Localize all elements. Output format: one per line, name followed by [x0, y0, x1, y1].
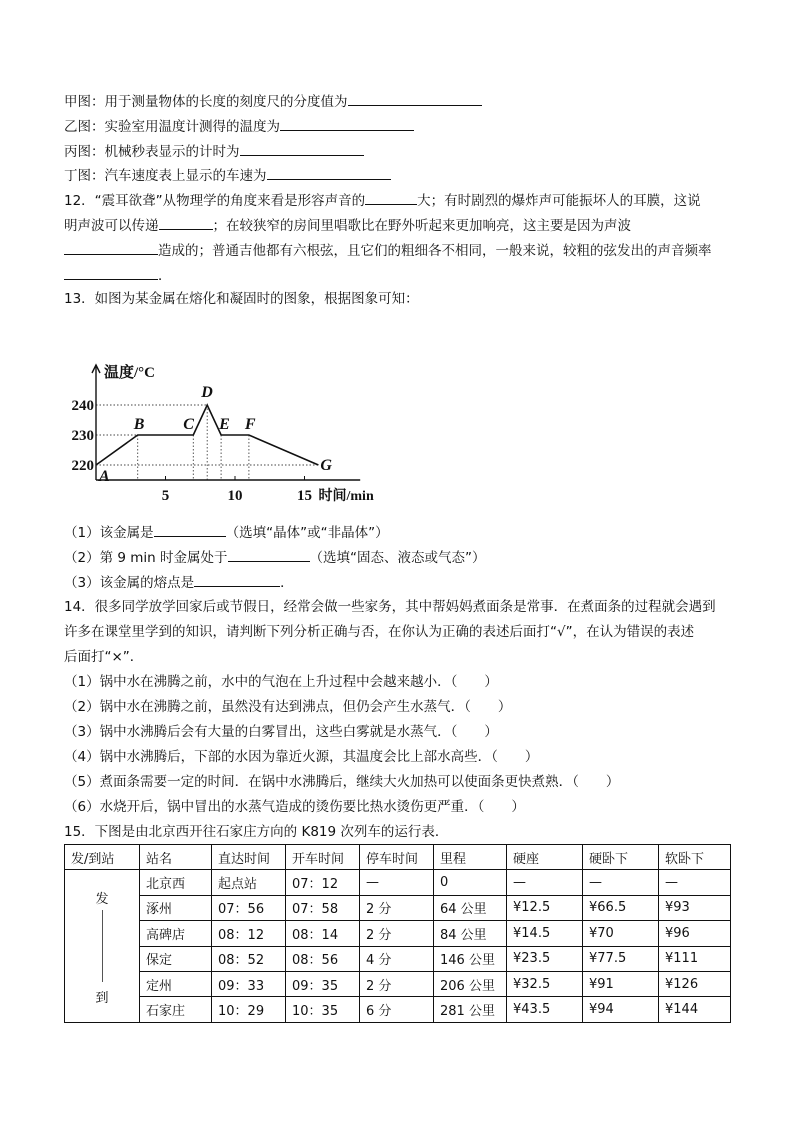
table-header-row	[65, 845, 731, 870]
table-cell: 09：33	[212, 971, 286, 996]
line-q15	[64, 822, 448, 842]
line-q13-2	[64, 547, 486, 568]
table-cell: ¥66.5	[583, 895, 659, 920]
text-q13-3b: ．	[280, 575, 294, 591]
header-cell: 直达时间	[212, 845, 286, 870]
line-q14-s1	[64, 672, 498, 692]
table-cell: 定州	[140, 971, 212, 996]
table-cell: ¥111	[659, 946, 731, 971]
table-cell: ¥14.5	[507, 921, 583, 946]
point-label-a: A	[99, 468, 110, 485]
text-q14-6: （6）水烧开后，锅中冒出的水蒸气造成的烫伤要比热水烫伤更严重．（ ）	[64, 799, 525, 815]
table-cell: 高碑店	[140, 921, 212, 946]
text-q13-3a: （3）该金属的熔点是	[64, 575, 195, 591]
table-cell: 2 分	[360, 971, 434, 996]
point-label-g: G	[320, 457, 332, 474]
line-q12-4	[64, 265, 172, 286]
line-q14-s3	[64, 722, 498, 742]
text-q12d: ；在较狭窄的房间里唱歌比在野外听起来更加响亮，这主要是因为声波	[212, 218, 631, 234]
answer-blank[interactable]	[348, 91, 482, 106]
table-cell: 146 公里	[434, 946, 507, 971]
text-jia: 甲图：用于测量物体的长度的刻度尺的分度值为	[64, 94, 348, 110]
text-q12e: 造成的；普通吉他都有六根弦，且它们的粗细各不相同，一般来说，较粗的弦发出的声音频率	[158, 243, 712, 259]
table-row	[65, 921, 731, 946]
text-q14b: 许多在课堂里学到的知识，请判断下列分析正确与否，在你认为正确的表述后面打“√”，在认为错误的表述	[64, 624, 695, 640]
line-q14-2	[64, 622, 694, 642]
line-q14-s4	[64, 747, 538, 767]
table-cell: 保定	[140, 946, 212, 971]
answer-blank[interactable]	[154, 522, 226, 537]
table-cell: ¥32.5	[507, 971, 583, 996]
direction-depart: 发	[95, 892, 109, 908]
text-q12a: 12．“震耳欲聋”从物理学的角度来看是形容声音的	[64, 193, 366, 209]
table-cell: ¥96	[659, 921, 731, 946]
table-cell: ¥91	[583, 971, 659, 996]
table-cell: 6 分	[360, 997, 434, 1022]
text-q14-2: （2）锅中水在沸腾之前，虽然没有达到沸点，但仍会产生水蒸气．（ ）	[64, 699, 512, 715]
direction-arrive: 到	[95, 991, 109, 1007]
text-q14-1: （1）锅中水在沸腾之前，水中的气泡在上升过程中会越来越小．（ ）	[64, 674, 498, 690]
line-q14-1	[64, 597, 716, 617]
answer-blank[interactable]	[365, 190, 417, 205]
header-cell: 软卧下	[659, 845, 731, 870]
text-q12b: 大；有时剧烈的爆炸声可能振坏人的耳膜，这说	[417, 193, 701, 209]
point-label-e: E	[219, 416, 230, 433]
table-cell: 84 公里	[434, 921, 507, 946]
table-cell: 08：56	[286, 946, 360, 971]
direction-cell	[65, 870, 140, 1022]
table-cell: 2 分	[360, 895, 434, 920]
chart-series	[96, 405, 318, 465]
table-cell: —	[659, 870, 731, 895]
table-cell: ¥77.5	[583, 946, 659, 971]
table-cell: 10：29	[212, 997, 286, 1022]
table-cell: 07：56	[212, 895, 286, 920]
point-label-b: B	[133, 416, 145, 433]
header-cell: 停车时间	[360, 845, 434, 870]
table-cell: ¥23.5	[507, 946, 583, 971]
header-cell: 硬卧下	[583, 845, 659, 870]
text-q14c: 后面打“×”．	[64, 649, 144, 665]
answer-blank[interactable]	[267, 165, 391, 180]
header-cell: 发/到站	[65, 845, 140, 870]
y-tick-label: 230	[71, 428, 94, 444]
chart-guides	[96, 405, 318, 480]
table-cell: 涿州	[140, 895, 212, 920]
line-bing	[64, 141, 364, 162]
table-cell: 08：52	[212, 946, 286, 971]
line-q14-s2	[64, 697, 511, 717]
table-cell: 07：12	[286, 870, 360, 895]
text-q13-2a: （2）第 9 min 时金属处于	[64, 550, 228, 566]
table-cell: ¥126	[659, 971, 731, 996]
x-tick-label: 5	[161, 488, 170, 504]
point-label-f: F	[244, 416, 256, 433]
table-cell: ¥12.5	[507, 895, 583, 920]
table-row	[65, 946, 731, 971]
text-q15: 15．下图是由北京西开往石家庄方向的 K819 次列车的运行表．	[64, 824, 449, 840]
table-cell: —	[583, 870, 659, 895]
answer-blank[interactable]	[64, 240, 158, 255]
table-cell: ¥43.5	[507, 997, 583, 1022]
answer-blank[interactable]	[228, 547, 310, 562]
table-cell: 石家庄	[140, 997, 212, 1022]
text-bing: 丙图：机械秒表显示的计时为	[64, 144, 240, 160]
y-tick-label: 240	[71, 398, 94, 414]
answer-blank[interactable]	[240, 141, 364, 156]
line-q13-3	[64, 572, 294, 593]
answer-blank[interactable]	[280, 116, 414, 131]
chart-labels	[72, 363, 374, 504]
text-q13-1a: （1）该金属是	[64, 525, 154, 541]
table-cell: 07：58	[286, 895, 360, 920]
table-cell: ¥94	[583, 997, 659, 1022]
text-q14-5: （5）煮面条需要一定的时间．在锅中水沸腾后，继续大火加热可以使面条更快煮熟．（ ）	[64, 774, 620, 790]
line-yi	[64, 116, 414, 137]
header-cell: 站名	[140, 845, 212, 870]
answer-blank[interactable]	[159, 215, 213, 230]
line-q12-1	[64, 190, 701, 211]
line-q12-2	[64, 215, 631, 236]
table-cell: 281 公里	[434, 997, 507, 1022]
text-q12c: 明声波可以传递	[64, 218, 159, 234]
table-row	[65, 997, 731, 1022]
line-q14-s6	[64, 797, 525, 817]
line-q12-3	[64, 240, 712, 261]
table-cell: ¥93	[659, 895, 731, 920]
table-cell: 北京西	[140, 870, 212, 895]
x-tick-label: 15	[297, 488, 312, 504]
text-q13: 13．如图为某金属在熔化和凝固时的图象，根据图象可知：	[64, 291, 419, 307]
table-cell: 09：35	[286, 971, 360, 996]
answer-blank[interactable]	[194, 572, 280, 587]
table-cell: 206 公里	[434, 971, 507, 996]
table-cell: 0	[434, 870, 507, 895]
train-timetable	[64, 844, 731, 1023]
text-q12f: ．	[158, 268, 172, 284]
text-ding: 丁图：汽车速度表上显示的车速为	[64, 168, 267, 184]
table-cell: ¥70	[583, 921, 659, 946]
table-row	[65, 971, 731, 996]
direction-line	[102, 910, 103, 982]
table-cell: —	[360, 870, 434, 895]
point-label-c: C	[183, 416, 194, 433]
x-tick-label: 10	[227, 488, 243, 504]
text-q13-1b: （选填“晶体”或“非晶体”）	[225, 525, 389, 541]
table-row	[65, 895, 731, 920]
text-q13-2b: （选填“固态、液态或气态”）	[309, 550, 486, 566]
table-cell: 10：35	[286, 997, 360, 1022]
header-cell: 里程	[434, 845, 507, 870]
line-q14-s5	[64, 772, 619, 792]
table-cell: 08：12	[212, 921, 286, 946]
table-cell: ¥144	[659, 997, 731, 1022]
table-cell: —	[507, 870, 583, 895]
line-q13-1	[64, 522, 389, 543]
header-cell: 开车时间	[286, 845, 360, 870]
table-cell: 起点站	[212, 870, 286, 895]
point-label-d: D	[201, 384, 213, 401]
text-q14-4: （4）锅中水沸腾后，下部的水因为靠近火源，其温度会比上部水高些．（ ）	[64, 749, 539, 765]
line-jia	[64, 91, 482, 112]
table-cell: 08：14	[286, 921, 360, 946]
y-tick-label: 220	[71, 458, 94, 474]
y-axis-label: 温度/°C	[104, 365, 155, 381]
temperature-time-chart	[70, 318, 390, 510]
x-axis-label: 时间/min	[318, 489, 374, 504]
header-cell: 硬座	[507, 845, 583, 870]
table-cell: 64 公里	[434, 895, 507, 920]
line-ding	[64, 165, 391, 186]
text-q14-3: （3）锅中水沸腾后会有大量的白雾冒出，这些白雾就是水蒸气．（ ）	[64, 724, 498, 740]
line-q14-3	[64, 647, 143, 667]
table-cell: 2 分	[360, 921, 434, 946]
line-q13	[64, 289, 419, 309]
text-q14a: 14．很多同学放学回家后或节假日，经常会做一些家务，其中帮妈妈煮面条是常事．在煮面条的过程就会遇到	[64, 599, 716, 615]
answer-blank[interactable]	[64, 265, 158, 280]
table-row	[65, 870, 731, 895]
text-yi: 乙图：实验室用温度计测得的温度为	[64, 119, 280, 135]
table-cell: 4 分	[360, 946, 434, 971]
melt-solidify-line	[96, 405, 318, 465]
